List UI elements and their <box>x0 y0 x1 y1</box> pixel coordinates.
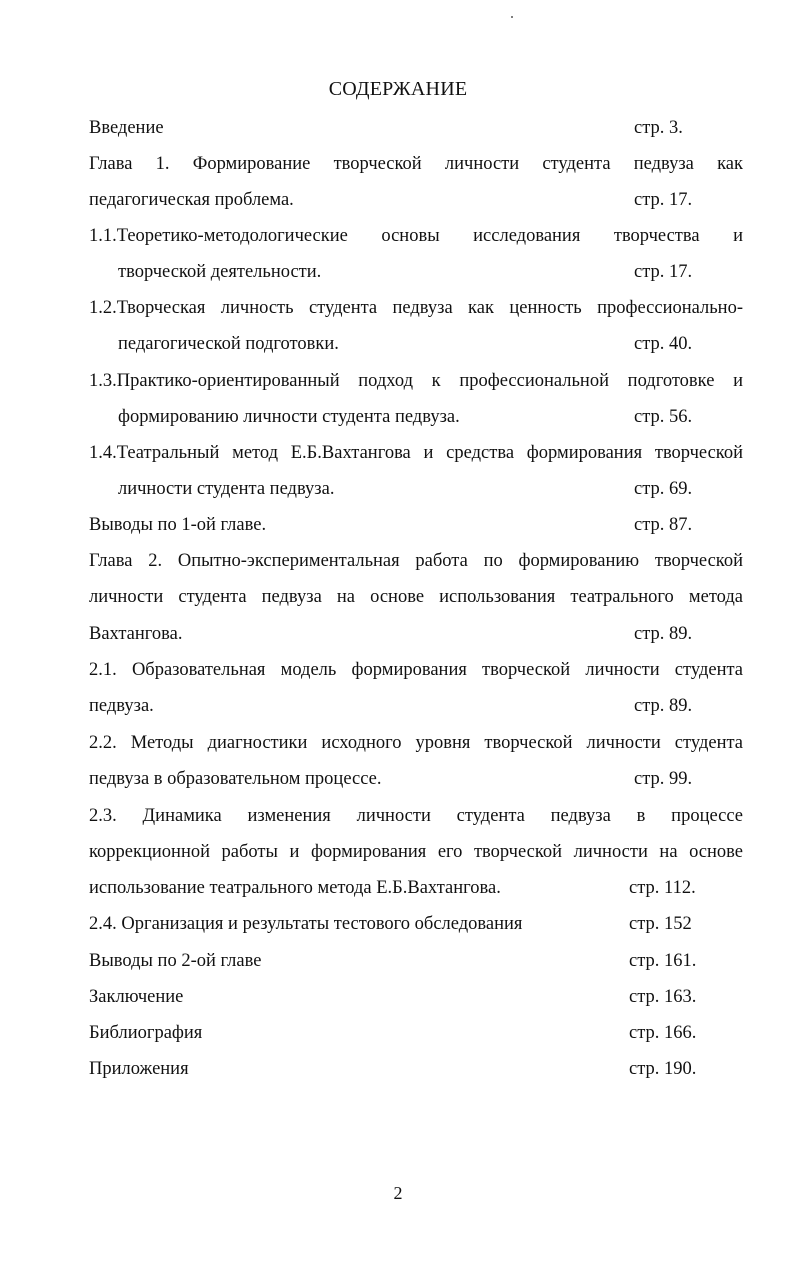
toc-s13-title-line2: формированию личности студента педвуза. <box>118 407 460 427</box>
toc-s13-title-line1: 1.3.Практико-ориентированный подход к профессиональной подготовке и <box>89 371 743 391</box>
toc-s22-title-line2: педвуза в образовательном процессе. <box>89 769 382 789</box>
toc-ch2-title-line3: Вахтангова. <box>89 624 183 644</box>
toc-intro-page: стр. 3. <box>634 118 683 138</box>
toc-concl1-page: стр. 87. <box>634 515 693 535</box>
toc-conclusion-page: стр. 163. <box>629 987 697 1007</box>
toc-s23-title-line2: коррекционной работы и формирования его творческой личности на основе <box>89 842 743 862</box>
toc-ch1-title-line2: педагогическая проблема. <box>89 190 294 210</box>
toc-ch1-title-line1: Глава 1. Формирование творческой личности студента педвуза как <box>89 154 743 174</box>
toc-s12-page: стр. 40. <box>634 334 693 354</box>
toc-s23-page: стр. 112. <box>629 878 696 898</box>
toc-ch2-title-line1: Глава 2. Опытно-экспериментальная работа по формированию творческой <box>89 551 743 571</box>
toc-appendix-page: стр. 190. <box>629 1059 697 1079</box>
toc-appendix-title: Приложения <box>89 1059 189 1079</box>
toc-s22-page: стр. 99. <box>634 769 693 789</box>
toc-s11-page: стр. 17. <box>634 262 693 282</box>
toc-s12-title-line2: педагогической подготовки. <box>118 334 339 354</box>
toc-concl2-title: Выводы по 2-ой главе <box>89 951 262 971</box>
scan-speck <box>511 16 513 18</box>
toc-ch2-title-line2: личности студента педвуза на основе использования театрального метода <box>89 587 743 607</box>
toc-biblio-title: Библиография <box>89 1023 203 1043</box>
toc-s11-title-line2: творческой деятельности. <box>118 262 322 282</box>
toc-intro-title: Введение <box>89 118 164 138</box>
toc-s23-title-line1: 2.3. Динамика изменения личности студента педвуза в процессе <box>89 806 743 826</box>
toc-concl1-title: Выводы по 1-ой главе. <box>89 515 267 535</box>
toc-s14-title-line1: 1.4.Театральный метод Е.Б.Вахтангова и средства формирования творческой <box>89 443 743 463</box>
page-title: СОДЕРЖАНИЕ <box>328 78 468 100</box>
toc-ch1-page: стр. 17. <box>634 190 693 210</box>
toc-ch2-page: стр. 89. <box>634 624 693 644</box>
toc-biblio-page: стр. 166. <box>629 1023 697 1043</box>
page-number: 2 <box>393 1183 403 1203</box>
toc-s14-title-line2: личности студента педвуза. <box>118 479 335 499</box>
toc-s21-title-line2: педвуза. <box>89 696 154 716</box>
toc-s11-title-line1: 1.1.Теоретико-методологические основы исследования творчества и <box>89 226 743 246</box>
toc-s21-page: стр. 89. <box>634 696 693 716</box>
toc-s13-page: стр. 56. <box>634 407 693 427</box>
toc-s23-title-line3: использование театрального метода Е.Б.Вахтангова. <box>89 878 501 898</box>
toc-s12-title-line1: 1.2.Творческая личность студента педвуза как ценность профессионально- <box>89 298 743 318</box>
toc-s24-title: 2.4. Организация и результаты тестового обследования <box>89 914 523 934</box>
toc-s24-page: стр. 152 <box>629 914 692 934</box>
toc-s21-title-line1: 2.1. Образовательная модель формирования творческой личности студента <box>89 660 743 680</box>
toc-s14-page: стр. 69. <box>634 479 693 499</box>
toc-s22-title-line1: 2.2. Методы диагностики исходного уровня творческой личности студента <box>89 733 743 753</box>
toc-conclusion-title: Заключение <box>89 987 184 1007</box>
toc-concl2-page: стр. 161. <box>629 951 697 971</box>
